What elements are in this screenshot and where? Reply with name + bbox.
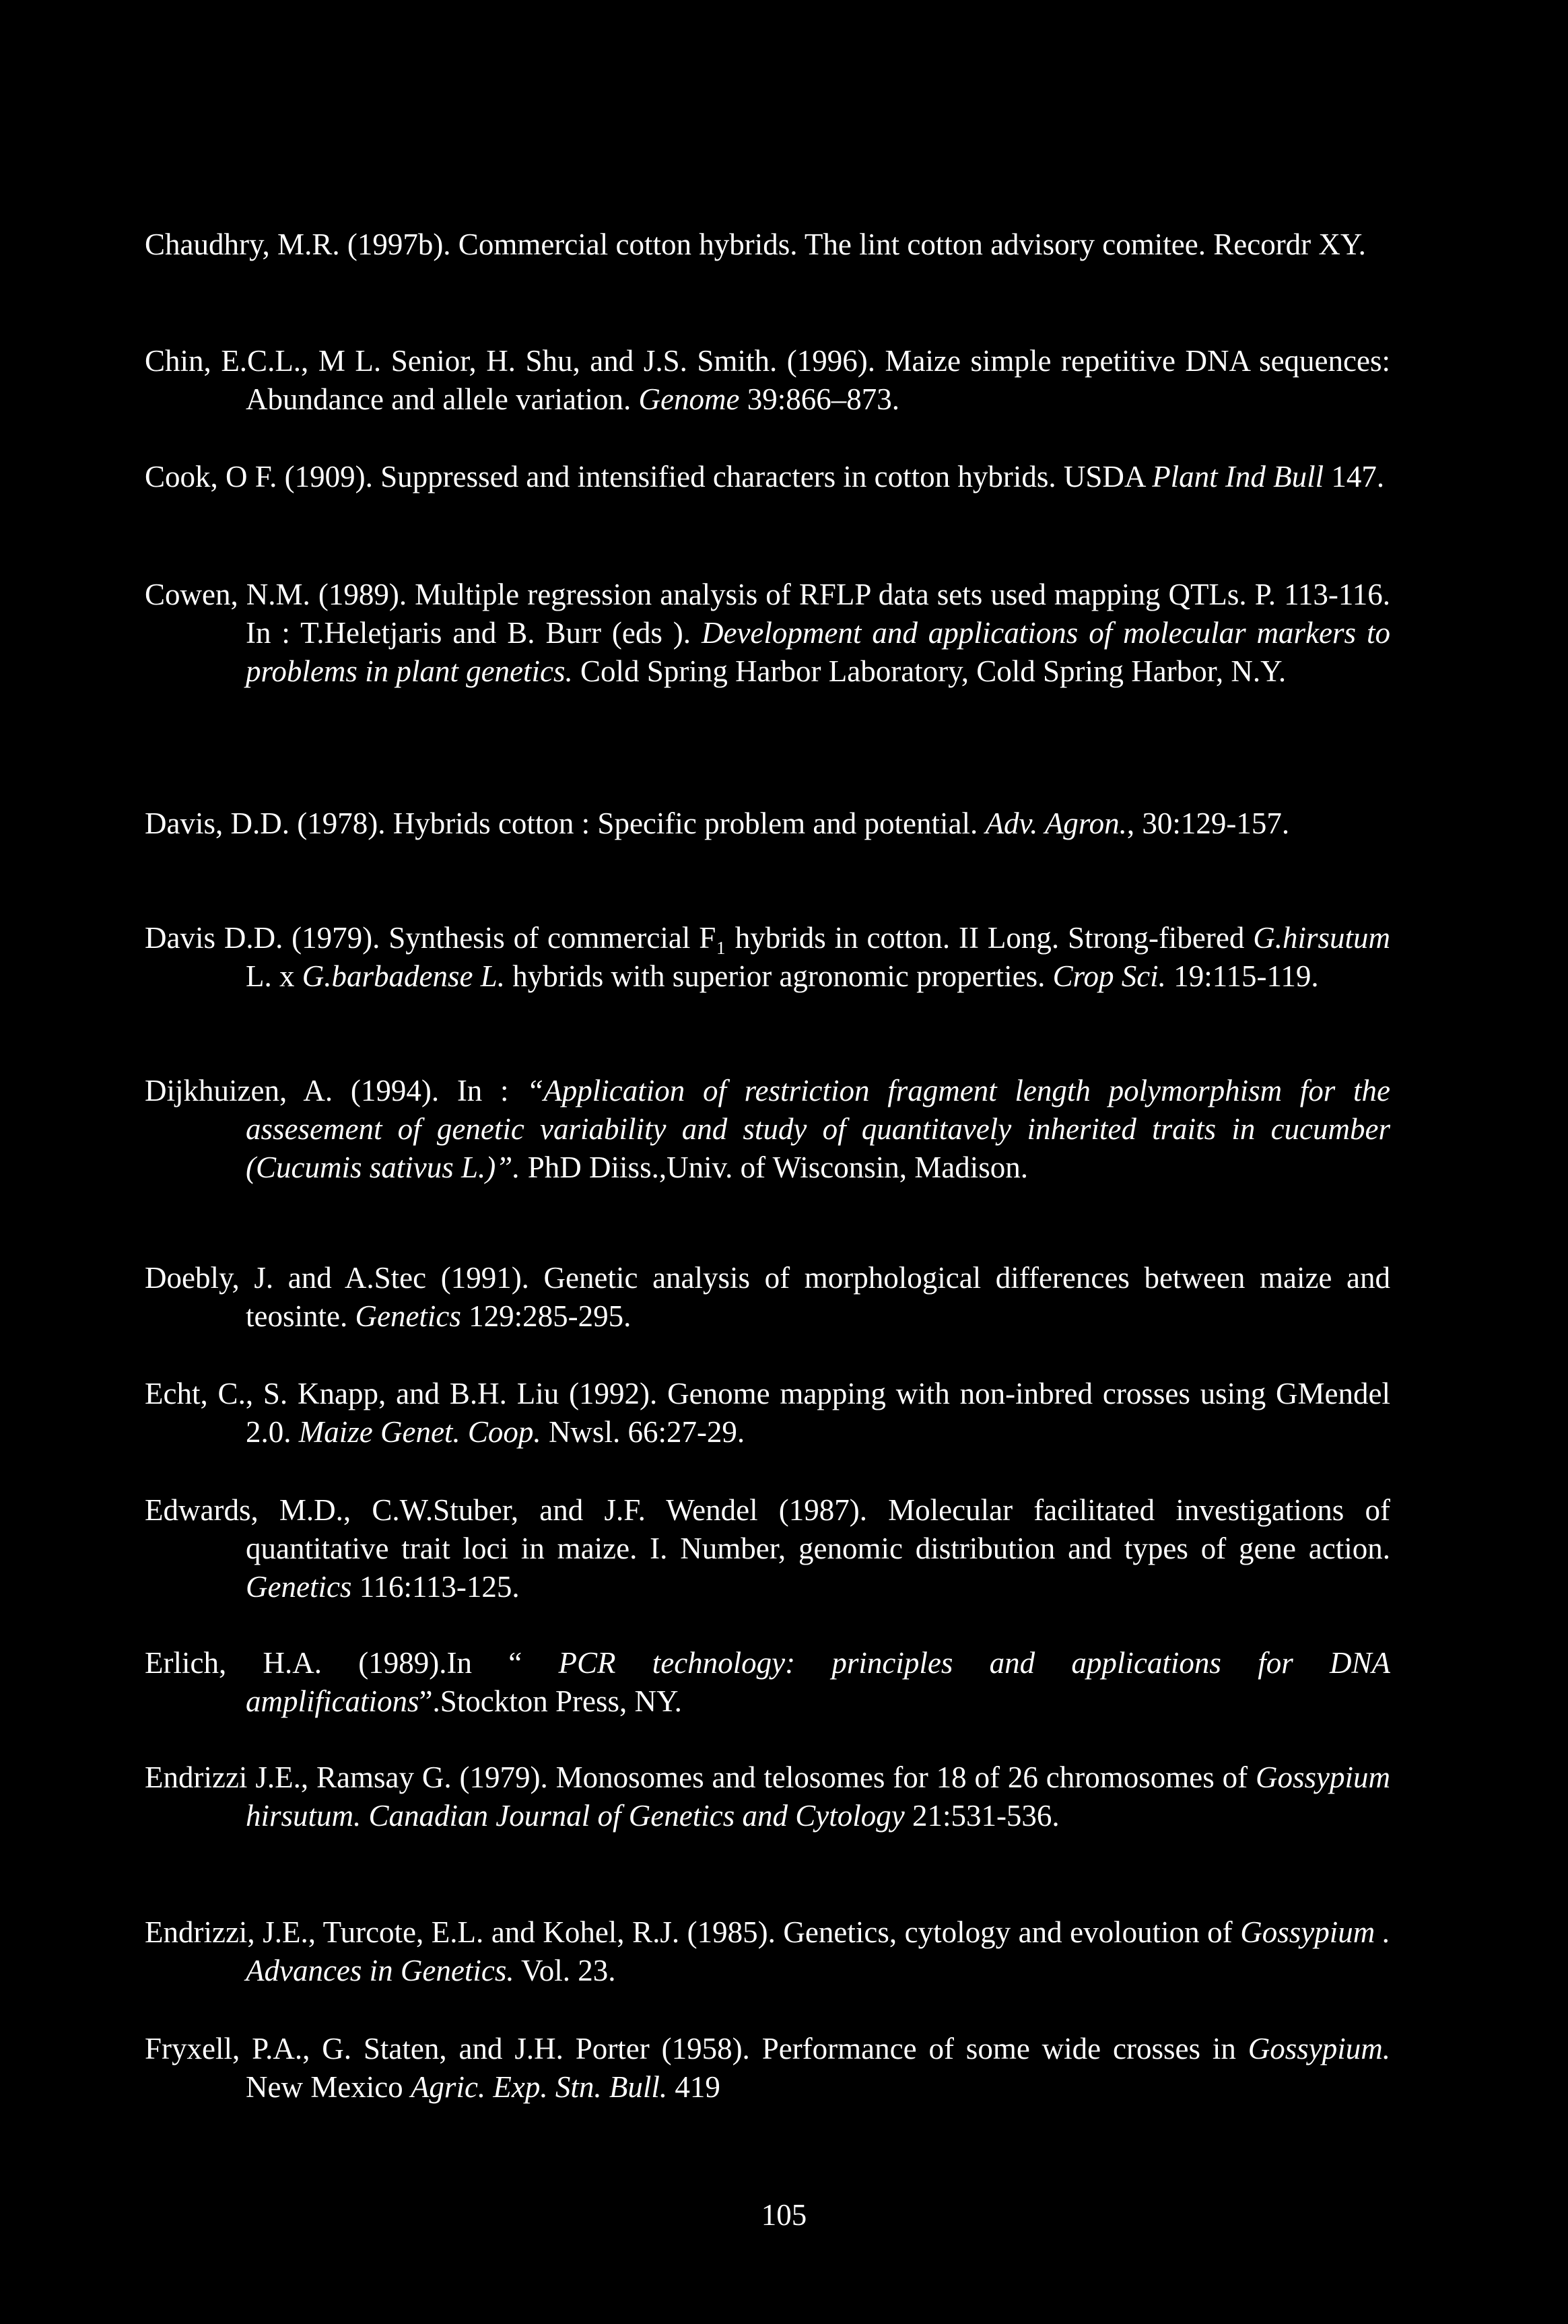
reference-text: Cook, O F. (1909). Suppressed and intensified characters in cotton hybrids. USDA <box>145 460 1153 493</box>
reference-italic-text: Gossypium hirsutum. Canadian Journal of Genetics and Cytology <box>246 1761 1390 1833</box>
page-number: 105 <box>761 2198 807 2232</box>
reference-text: 39:866–873. <box>739 382 899 416</box>
reference-text: Davis D.D. (1979). Synthesis of commercial F₁ hybrids in cotton. II Long. Strong-fibered <box>145 921 1254 955</box>
reference-italic-text: Maize Genet. Coop. <box>298 1415 541 1449</box>
reference-text: Fryxell, P.A., G. Staten, and J.H. Porter (1958). Performance of some wide crosses in <box>145 2032 1248 2065</box>
reference-text: Echt, C., S. Knapp, and B.H. Liu (1992). Genome mapping with non-inbred crosses using GMendel 2.0. <box>145 1377 1390 1449</box>
reference-text: hybrids with superior agronomic properties. <box>505 959 1053 993</box>
reference-text: , 30:129-157. <box>1126 807 1290 840</box>
reference-text: Endrizzi, J.E., Turcote, E.L. and Kohel, R.J. (1985). Genetics, cytology and evoloution of <box>145 1915 1241 1949</box>
reference-text: 419 <box>667 2070 720 2104</box>
reference-entry <box>145 226 1390 264</box>
reference-entry <box>145 342 1390 419</box>
reference-entry <box>145 805 1390 843</box>
reference-text: 129:285-295. <box>461 1299 632 1333</box>
reference-text: ”.Stockton Press, NY. <box>419 1684 682 1718</box>
reference-text: L. x <box>246 959 302 993</box>
reference-text: Edwards, M.D., C.W.Stuber, and J.F. Wendel (1987). Molecular facilitated investigations of quantitative trait loci in maize. I. Number, genomic distribution and types of gene action. <box>145 1493 1390 1565</box>
reference-text: Cold Spring Harbor Laboratory, Cold Spring Harbor, N.Y. <box>572 654 1287 688</box>
reference-italic-text: G.hirsutum <box>1253 921 1390 955</box>
reference-entry <box>145 458 1390 496</box>
reference-italic-text: Genome <box>638 382 740 416</box>
reference-italic-text: Genetics <box>246 1570 352 1604</box>
reference-entry <box>145 1491 1390 1606</box>
reference-text: Doebly, J. and A.Stec (1991). Genetic analysis of morphological differences between maize and teosinte. <box>145 1261 1390 1333</box>
reference-entry <box>145 1375 1390 1451</box>
reference-text: Chin, E.C.L., M L. Senior, H. Shu, and J.S. Smith. (1996). Maize simple repetitive DNA sequences: Abundance and allele variation. <box>145 344 1390 416</box>
reference-text: Cowen, N.M. (1989). Multiple regression analysis of RFLP data sets used mapping QTLs. P. 113-116. In : T.Heletjaris and B. Burr (eds ). <box>145 578 1390 650</box>
reference-entry <box>145 576 1390 691</box>
reference-entry <box>145 2030 1390 2107</box>
reference-italic-text: Plant Ind Bull <box>1152 460 1324 493</box>
reference-text: Davis, D.D. (1978). Hybrids cotton : Specific problem and potential. <box>145 807 986 840</box>
reference-text: Erlich, H.A. (1989).In “ <box>145 1646 559 1680</box>
reference-entry <box>145 1644 1390 1721</box>
reference-text: Endrizzi J.E., Ramsay G. (1979). Monosomes and telosomes for 18 of 26 chromosomes of <box>145 1761 1256 1794</box>
reference-italic-text: “Application of restriction fragment length polymorphism for the assesement of genetic variability and study of quantitavely inherited traits in cucumber (Cucumis sativus L.)”. <box>246 1074 1390 1184</box>
reference-text: 19:115-119. <box>1165 959 1319 993</box>
reference-text: Dijkhuizen, A. (1994). In : <box>145 1074 527 1107</box>
reference-italic-text: G.barbadense L. <box>302 959 505 993</box>
reference-italic-text: Gossypium . Advances in Genetics. <box>246 1915 1390 1987</box>
reference-italic-text: Genetics <box>355 1299 461 1333</box>
reference-entry <box>145 1913 1390 1990</box>
reference-entry <box>145 919 1390 996</box>
reference-italic-text: Adv. Agron. <box>985 807 1127 840</box>
reference-entry <box>145 1758 1390 1835</box>
reference-text: Vol. 23. <box>514 1954 616 1987</box>
reference-entry <box>145 1259 1390 1336</box>
reference-entry <box>145 1072 1390 1187</box>
reference-italic-text: Gossypium. <box>1248 2032 1390 2065</box>
reference-text: 147. <box>1324 460 1385 493</box>
reference-italic-text: PCR technology: principles and applications for DNA amplifications <box>246 1646 1390 1718</box>
reference-italic-text: Agric. Exp. Stn. Bull. <box>410 2070 668 2104</box>
reference-text: PhD Diiss.,Univ. of Wisconsin, Madison. <box>520 1151 1029 1184</box>
reference-text: Nwsl. 66:27-29. <box>541 1415 745 1449</box>
reference-text: 116:113-125. <box>351 1570 520 1604</box>
reference-text: 21:531-536. <box>904 1799 1060 1833</box>
reference-text: New Mexico <box>246 2070 411 2104</box>
reference-italic-text: Crop Sci. <box>1052 959 1166 993</box>
reference-italic-text: Development and applications of molecular markers to problems in plant genetics. <box>246 616 1390 688</box>
reference-text: Chaudhry, M.R. (1997b). Commercial cotton hybrids. The lint cotton advisory comitee. Recordr XY. <box>145 228 1366 261</box>
